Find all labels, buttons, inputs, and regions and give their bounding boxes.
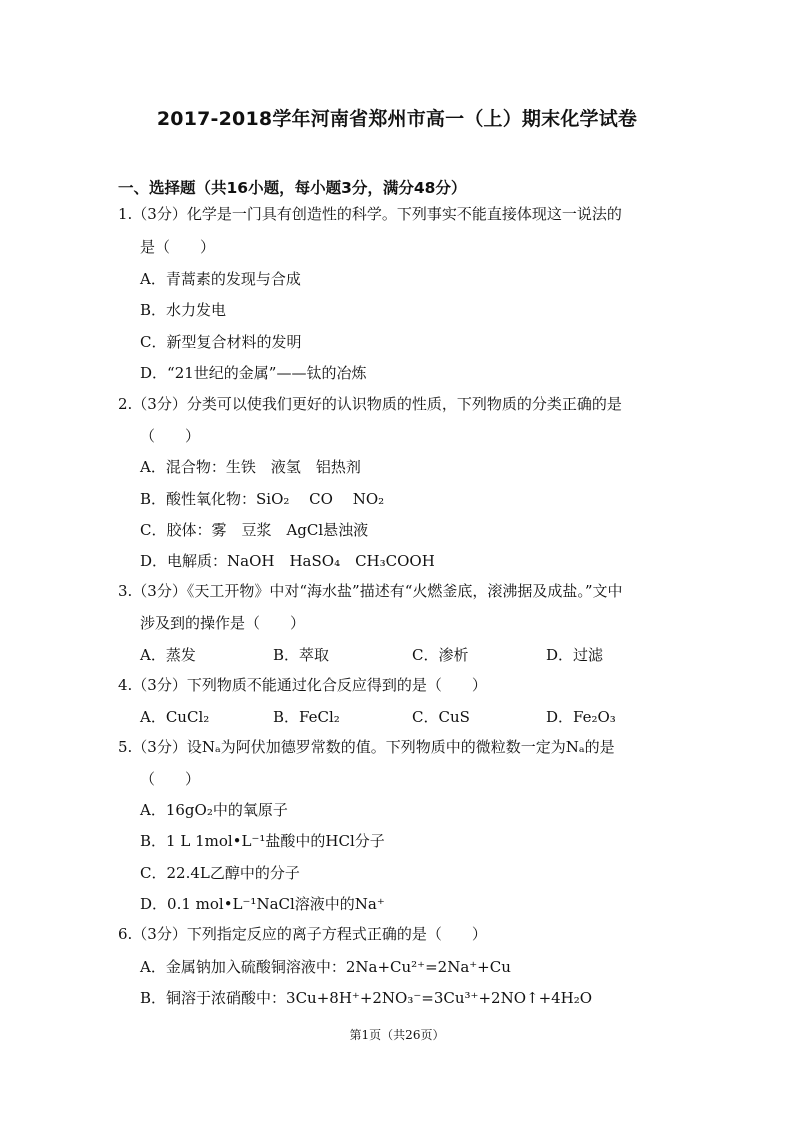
question-1-line2: 是（ ） [140, 238, 216, 256]
question-5-line2: （ ） [140, 770, 201, 788]
q4-option-a: A．CuCl₂ [140, 708, 210, 726]
q5-option-a: A．16gO₂中的氧原子 [140, 801, 288, 819]
question-2-line1: 2.（3分）分类可以使我们更好的认识物质的性质，下列物质的分类正确的是 [118, 395, 622, 413]
section-heading: 一、选择题（共16小题，每小题3分，满分48分） [118, 179, 467, 197]
page-footer: 第1页（共26页） [349, 1028, 445, 1042]
q2-option-d: D．电解质：NaOH HaSO₄ CH₃COOH [140, 552, 435, 570]
question-2-line2: （ ） [140, 427, 201, 445]
question-6-line1: 6.（3分）下列指定反应的离子方程式正确的是（ ） [118, 925, 487, 943]
q1-option-d: D．“21世纪的金属”——钛的冶炼 [140, 364, 367, 382]
q3-option-b: B．萃取 [273, 646, 330, 664]
page-title: 2017-2018学年河南省郑州市高一（上）期末化学试卷 [156, 108, 638, 130]
q3-option-c: C．渗析 [412, 646, 469, 664]
q2-option-c: C．胶体：雾 豆浆 AgCl悬浊液 [140, 521, 369, 539]
q3-option-a: A．蒸发 [140, 646, 196, 664]
q2-option-b: B．酸性氧化物：SiO₂ CO NO₂ [140, 490, 385, 508]
q5-option-c: C．22.4L乙醇中的分子 [140, 864, 300, 882]
q4-option-d: D．Fe₂O₃ [546, 708, 616, 726]
question-1-line1: 1.（3分）化学是一门具有创造性的科学。下列事实不能直接体现这一说法的 [118, 205, 622, 223]
q6-option-a: A．金属钠加入硫酸铜溶液中：2Na+Cu²⁺=2Na⁺+Cu [140, 958, 511, 976]
q6-option-b: B．铜溶于浓硝酸中：3Cu+8H⁺+2NO₃⁻=3Cu³⁺+2NO↑+4H₂O [140, 989, 593, 1007]
question-5-line1: 5.（3分）设Nₐ为阿伏加德罗常数的值。下列物质中的微粒数一定为Nₐ的是 [118, 738, 615, 756]
q2-option-a: A．混合物：生铁 液氢 铝热剂 [140, 458, 361, 476]
q5-option-d: D．0.1 mol•L⁻¹NaCl溶液中的Na⁺ [140, 895, 385, 913]
q3-option-d: D．过滤 [546, 646, 604, 664]
question-3-line1: 3.（3分）《天工开物》中对“海水盐”描述有“火燃釜底，滚沸据及成盐。”文中 [118, 582, 623, 600]
question-3-line2: 涉及到的操作是（ ） [140, 614, 306, 632]
q4-option-c: C．CuS [412, 708, 470, 726]
q4-option-b: B．FeCl₂ [273, 708, 340, 726]
q1-option-b: B．水力发电 [140, 301, 227, 319]
q1-option-c: C．新型复合材料的发明 [140, 333, 302, 351]
q5-option-b: B．1 L 1mol•L⁻¹盐酸中的HCl分子 [140, 832, 385, 850]
q1-option-a: A．青蒿素的发现与合成 [140, 270, 301, 288]
question-4-line1: 4.（3分）下列物质不能通过化合反应得到的是（ ） [118, 676, 487, 694]
